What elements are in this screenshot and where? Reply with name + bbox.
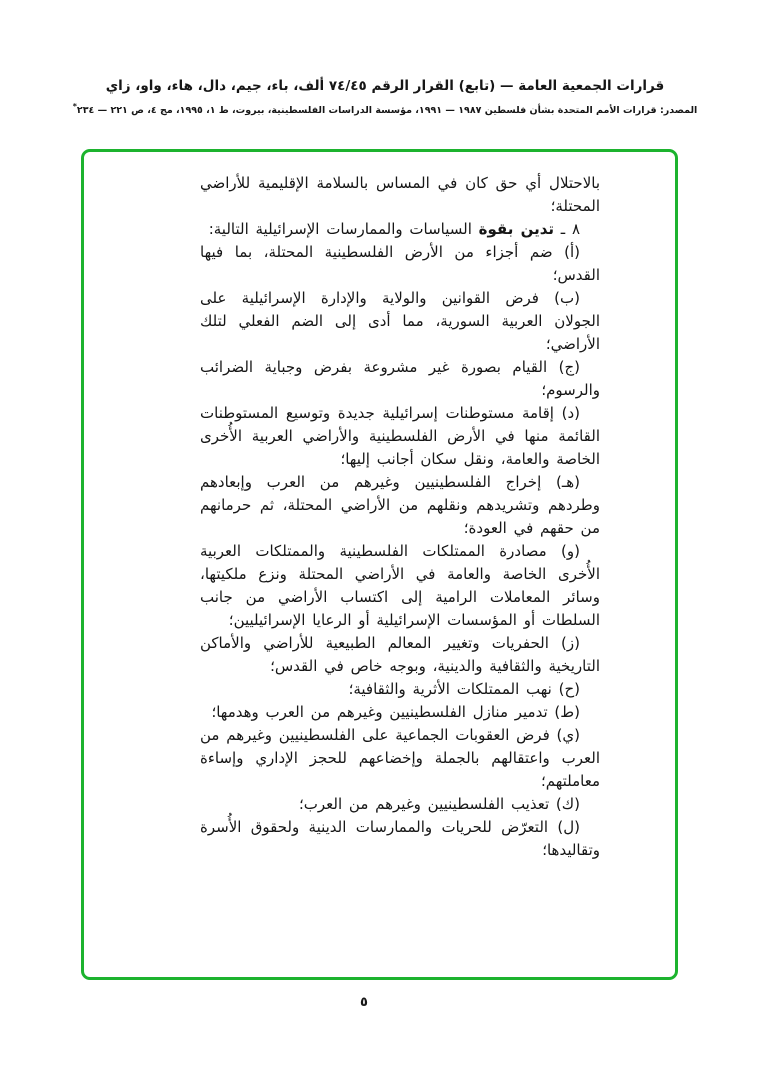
subitem-label: (ز) [561,634,580,652]
item-8-bold: تدين بقوة [478,220,554,238]
source-line [0,103,770,118]
item-8-rest: السياسات والممارسات الإسرائيلية التالية: [208,220,479,238]
subitem-label: (و) [561,542,580,560]
subitem-label: (ب) [554,289,580,307]
subitem-label: (د) [561,404,580,422]
subitem-label: (ج) [558,358,580,376]
document-title: قرارات الجمعية العامة — (تابع) القرار الرقم ٧٤/٤٥ ألف، باء، جيم، دال، هاء، واو، زاي [105,78,665,94]
subitem-label: (ك) [555,795,580,813]
subitem-text: الحفريات وتغيير المعالم الطبيعية للأراضي والأماكن التاريخية والثقافية والدينية، وبوجه خاص في القدس؛ [200,634,600,675]
paragraph-subitem-l [200,816,600,862]
subitem-label: (ل) [557,818,580,836]
subitem-text: القيام بصورة غير مشروعة بفرض وجباية الضرائب والرسوم؛ [200,358,600,399]
subitem-text: فرض العقوبات الجماعية على الفلسطينيين وغيرهم من العرب واعتقالهم بالجملة وإخضاعهم للحجز الإداري وإساءة معاملتهم؛ [200,726,600,790]
subitem-label: (ح) [558,680,580,698]
subitem-text: تدمير منازل الفلسطينيين وغيرهم من العرب وهدمها؛ [211,703,548,721]
page-header [0,76,770,118]
subitem-text: التعرّض للحريات والممارسات الدينية ولحقوق الأُسرة وتقاليدها؛ [200,818,600,859]
subitem-label: (ي) [556,726,580,744]
paragraph-subitem-t [200,701,600,724]
source-text: المصدر: قرارات الأمم المتحدة بشأن فلسطين ١٩٨٧ — ١٩٩١، مؤسسة الدراسات الفلسطينية، بيروت، ط ١، ١٩٩٥، مج ٤، ص ٢٢١ — ٢٣٤ [76,105,698,117]
subitem-text: ضم أجزاء من الأرض الفلسطينية المحتلة، بما فيها القدس؛ [200,243,600,284]
subitem-text: مصادرة الممتلكات الفلسطينية والممتلكات العربية الأُخرى الخاصة والعامة في الأراضي المحتلة ونزع ملكيتها، وسائر المعاملات الرامية إلى اكتساب الأراضي من جانب السلطات أو المؤسسات الإسرائيلية أو الرعايا الإسرائيليين؛ [200,542,600,629]
subitem-text: تعذيب الفلسطينيين وغيرهم من العرب؛ [299,795,550,813]
page-number: ٥ [360,995,368,1010]
subitem-text: إخراج الفلسطينيين وغيرهم من العرب وإبعادهم وطردهم وتشريدهم ونقلهم من الأراضي المحتلة، ثم حرمانهم من حقهم في العودة؛ [200,473,600,537]
paragraph-subitem-w [200,540,600,632]
body-text [200,172,600,862]
subitem-label: (هـ) [555,473,580,491]
paragraph-subitem-a [200,241,600,287]
paragraph-subitem-b [200,287,600,356]
subitem-text: فرض القوانين والولاية والإدارة الإسرائيلية على الجولان العربية السورية، مما أدى إلى الضم الفعلي لتلك الأراضي؛ [200,289,600,353]
paragraph-subitem-y [200,724,600,793]
source-footnote-mark: * [72,102,77,111]
paragraph-subitem-hh [200,678,600,701]
paragraph-item-8 [200,218,600,241]
paragraph-subitem-j [200,356,600,402]
subitem-text: إقامة مستوطنات إسرائيلية جديدة وتوسيع المستوطنات القائمة منها في الأرض الفلسطينية والأراضي العربية الأُخرى الخاصة والعامة، ونقل سكان أجانب إليها؛ [200,404,600,468]
subitem-text: نهب الممتلكات الأثرية والثقافية؛ [348,680,552,698]
subitem-label: (ط) [554,703,580,721]
intro-text: بالاحتلال أي حق كان في المساس بالسلامة الإقليمية للأراضي المحتلة؛ [200,174,600,215]
paragraph-subitem-h [200,471,600,540]
subitem-label: (أ) [564,243,580,261]
paragraph-subitem-k [200,793,600,816]
paragraph-subitem-z [200,632,600,678]
paragraph-intro-continuation [200,172,600,218]
item-8-number: ٨ ـ [554,220,580,238]
paragraph-subitem-d [200,402,600,471]
